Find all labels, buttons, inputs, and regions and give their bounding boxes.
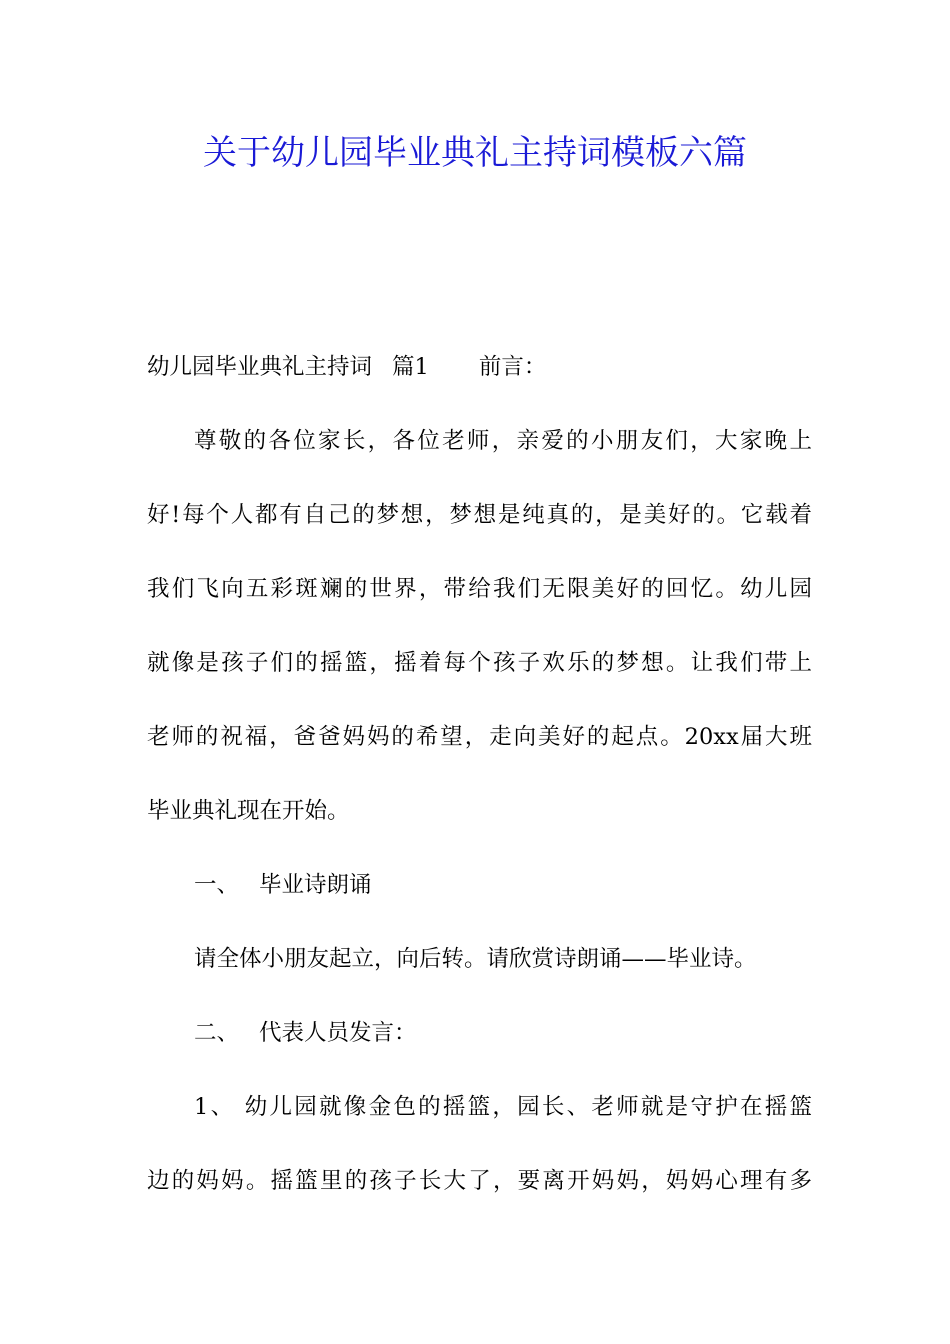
list-item-number: 一、 bbox=[194, 872, 240, 898]
paragraph-line: 毕业典礼现在开始。 bbox=[147, 798, 350, 824]
list-item-body: 请全体小朋友起立，向后转。请欣赏诗朗诵——毕业诗。 bbox=[194, 946, 757, 972]
section-number: 篇1 bbox=[392, 354, 429, 380]
list-item-number: 二、 bbox=[194, 1020, 240, 1046]
paragraph-line: 老师的祝福，爸爸妈妈的希望，走向美好的起点。20xx届大班 bbox=[147, 724, 812, 750]
section-heading bbox=[147, 330, 812, 404]
paragraph-line: 边的妈妈。摇篮里的孩子长大了，要离开妈妈，妈妈心理有多 bbox=[147, 1168, 812, 1194]
paragraph-line: 好!每个人都有自己的梦想，梦想是纯真的，是美好的。它载着 bbox=[147, 502, 812, 528]
list-item-2 bbox=[147, 996, 812, 1070]
sub-item-text: 幼儿园就像金色的摇篮，园长、老师就是守护在摇篮 bbox=[244, 1094, 812, 1120]
document-body bbox=[147, 330, 812, 1218]
sub-item-1 bbox=[147, 1070, 812, 1144]
section-title: 幼儿园毕业典礼主持词 bbox=[147, 354, 373, 380]
document-title: 关于幼儿园毕业典礼主持词模板六篇 bbox=[203, 133, 747, 173]
list-item-text: 毕业诗朗诵 bbox=[259, 872, 372, 898]
paragraph-line: 尊敬的各位家长，各位老师，亲爱的小朋友们，大家晚上 bbox=[194, 428, 812, 454]
preface-label: 前言： bbox=[478, 354, 547, 380]
list-item-text: 代表人员发言： bbox=[259, 1020, 417, 1046]
sub-item-number: 1、 bbox=[194, 1094, 236, 1120]
paragraph-line: 我们飞向五彩斑斓的世界，带给我们无限美好的回忆。幼儿园 bbox=[147, 576, 812, 602]
paragraph-line: 就像是孩子们的摇篮，摇着每个孩子欢乐的梦想。让我们带上 bbox=[147, 650, 812, 676]
list-item-1 bbox=[147, 848, 812, 922]
